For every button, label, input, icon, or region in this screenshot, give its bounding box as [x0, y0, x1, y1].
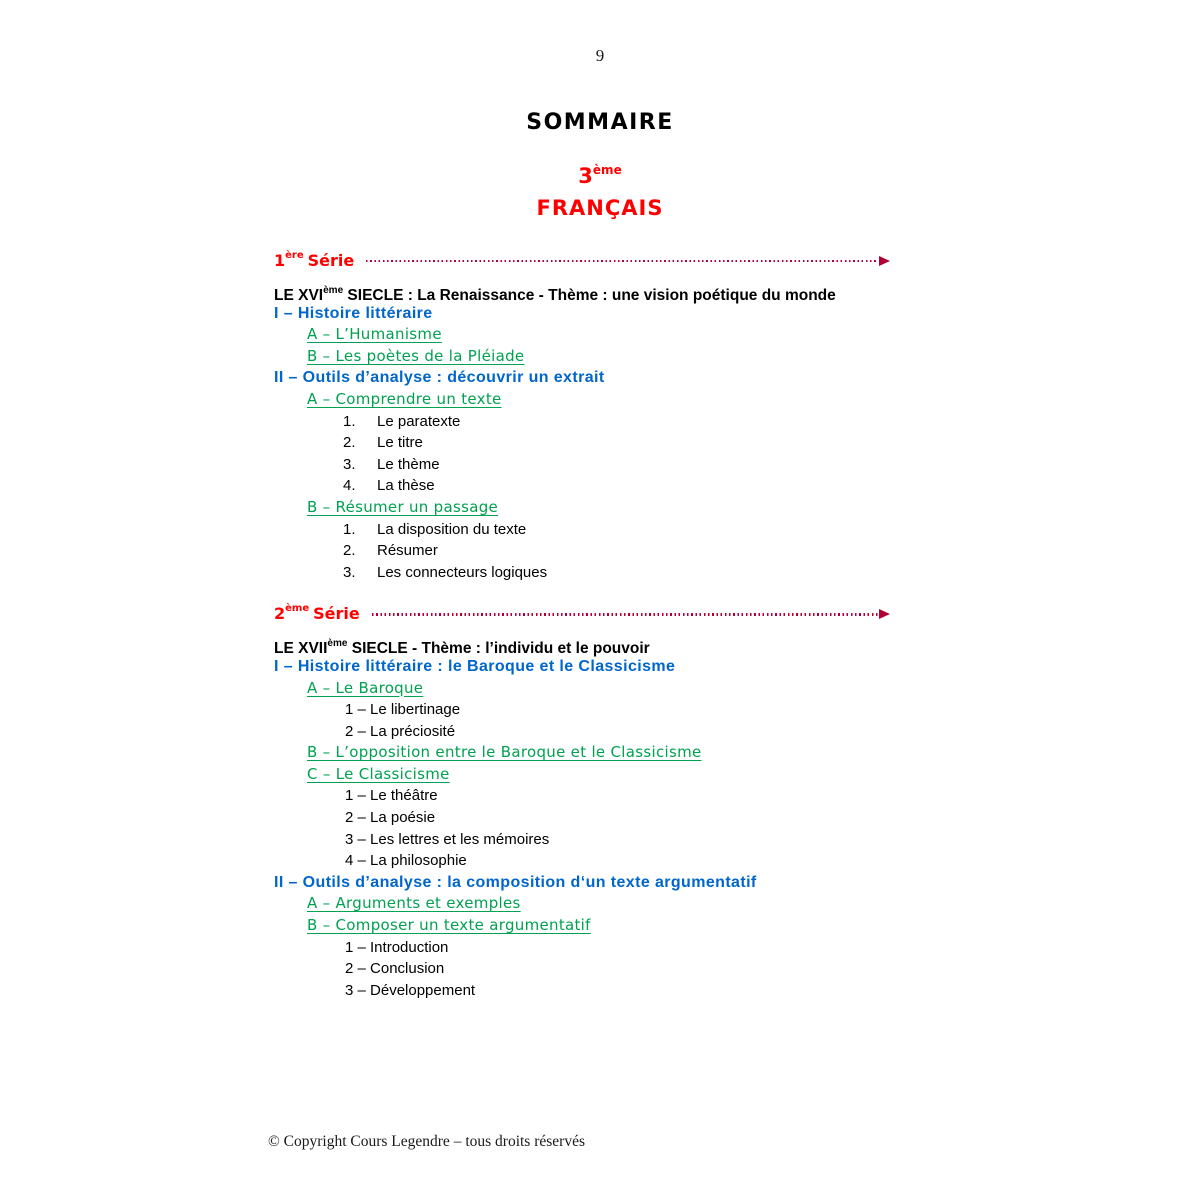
toc-item-number: 1.: [343, 412, 356, 430]
toc-item-number: 2.: [343, 542, 356, 560]
series-header: [274, 250, 890, 270]
toc-link[interactable]: A – Arguments et exemples: [307, 894, 521, 913]
toc-section-heading: I – Histoire littéraire: [274, 304, 433, 322]
toc-link[interactable]: A – L’Humanisme: [307, 325, 442, 344]
toc-item: [343, 432, 890, 454]
toc-item-number: 3.: [343, 563, 356, 581]
title-text: LE XVII: [274, 640, 328, 658]
toc-item-number: 2.: [343, 434, 356, 452]
toc-item-label: Les connecteurs logiques: [377, 563, 548, 581]
toc-link[interactable]: B – L’opposition entre le Baroque et le Classicisme: [307, 743, 702, 762]
page-number: 9: [595, 46, 605, 65]
toc-item: 1 – Le théâtre: [345, 787, 438, 805]
toc-item-label: Résumer: [377, 542, 438, 560]
toc-link[interactable]: B – Composer un texte argumentatif: [307, 916, 591, 935]
series-word: Série: [307, 250, 355, 270]
toc-item: 3 – Les lettres et les mémoires: [345, 830, 550, 848]
toc-link[interactable]: A – Comprendre un texte: [307, 389, 502, 408]
series-superscript: ème: [285, 603, 310, 615]
toc-item: [343, 540, 890, 562]
toc-content: [274, 250, 890, 1001]
toc-item: 1 – Le libertinage: [345, 701, 461, 719]
toc-section-heading: II – Outils d’analyse : la composition d‘un texte argumentatif: [274, 873, 757, 891]
toc-item: 1 – Introduction: [345, 938, 449, 956]
toc-section-heading: I – Histoire littéraire : le Baroque et le Classicisme: [274, 657, 676, 675]
toc-item: 2 – Conclusion: [345, 960, 445, 978]
dotted-line: [372, 613, 878, 615]
toc-item-label: La disposition du texte: [377, 520, 527, 538]
title-text: LE XVI: [274, 287, 324, 305]
arrow-right-icon: [879, 256, 890, 266]
grade-base: 3: [578, 164, 593, 188]
series-label: [274, 604, 360, 623]
title-superscript: ème: [327, 638, 348, 650]
toc-link[interactable]: B – Résumer un passage: [307, 497, 499, 516]
toc-link[interactable]: C – Le Classicisme: [307, 764, 450, 783]
copyright-footer: © Copyright Cours Legendre – tous droits réservés: [268, 1133, 585, 1150]
series-label: [274, 251, 354, 270]
series-number: 2: [274, 603, 286, 623]
toc-item-number: 4.: [343, 477, 356, 495]
toc-section-heading: II – Outils d’analyse : découvrir un extrait: [274, 369, 605, 387]
toc-item: 4 – La philosophie: [345, 852, 467, 870]
toc-item-label: Le titre: [377, 434, 423, 452]
toc-item-label: La thèse: [377, 477, 435, 495]
title-text: SIECLE : La Renaissance - Thème : une vision poétique du monde: [343, 287, 836, 305]
toc-item: [343, 411, 890, 433]
series-header: [274, 603, 890, 623]
toc-item: 3 – Développement: [345, 981, 476, 999]
subject-heading: FRANÇAIS: [536, 196, 664, 220]
toc-item: [343, 454, 890, 476]
grade-heading: [0, 164, 1200, 188]
dotted-line: [366, 260, 878, 262]
toc-link[interactable]: A – Le Baroque: [307, 678, 424, 697]
title-text: SIECLE - Thème : l’individu et le pouvoir: [347, 640, 650, 658]
series-superscript: ère: [285, 250, 304, 262]
toc-century-title: [274, 634, 890, 656]
grade-superscript: ème: [592, 163, 622, 177]
toc-item: 2 – La préciosité: [345, 722, 456, 740]
title-superscript: ème: [323, 285, 344, 296]
toc-item: [343, 519, 890, 541]
page-title: SOMMAIRE: [526, 110, 674, 135]
toc-item: 2 – La poésie: [345, 809, 436, 827]
toc-item-number: 1.: [343, 520, 356, 538]
toc-item-label: Le paratexte: [377, 412, 461, 430]
toc-item-number: 3.: [343, 455, 356, 473]
toc-link[interactable]: B – Les poètes de la Pléiade: [307, 346, 525, 365]
toc-century-title: [274, 281, 890, 303]
toc-item-label: Le thème: [377, 455, 440, 473]
series-number: 1: [274, 250, 286, 270]
toc-item: [343, 475, 890, 497]
arrow-right-icon: [879, 609, 890, 619]
toc-item: [343, 562, 890, 584]
series-word: Série: [313, 603, 360, 623]
